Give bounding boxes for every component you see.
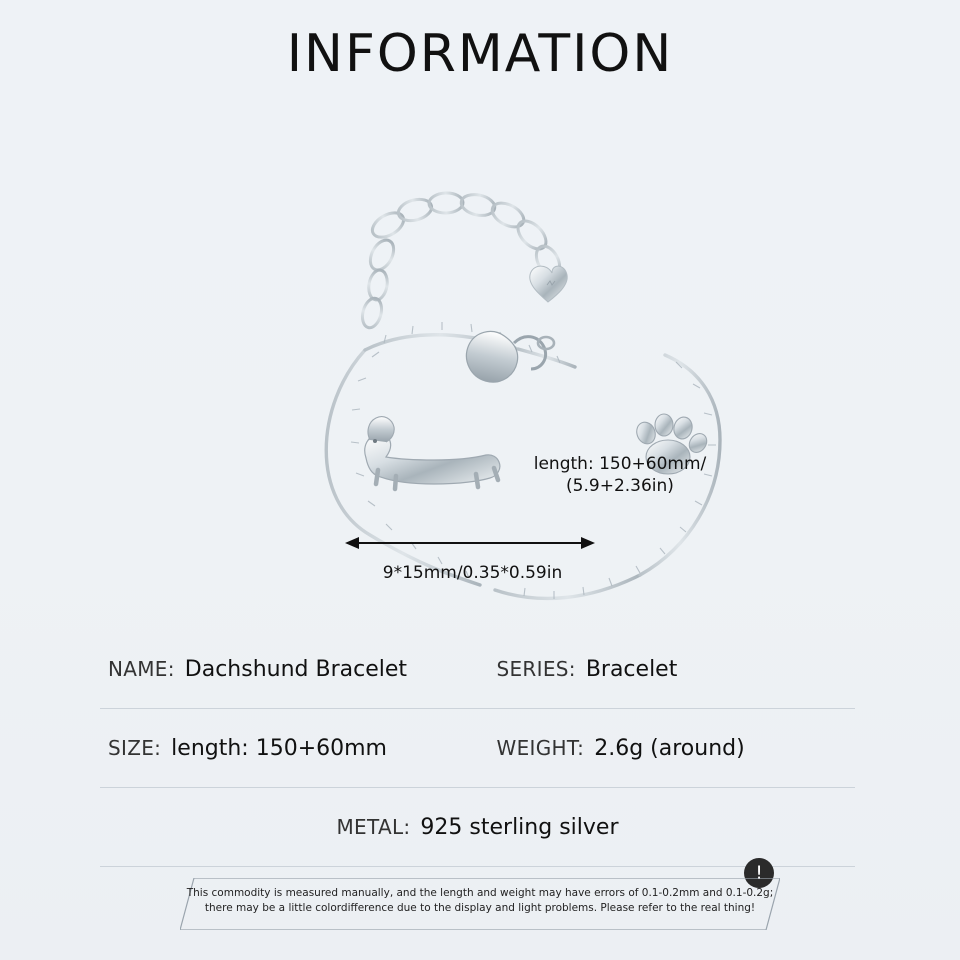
- length-dimension-line2: (5.9+2.36in): [566, 476, 674, 496]
- spec-key-size: SIZE:: [108, 735, 162, 760]
- disclaimer-line1: This commodity is measured manually, and the length and weight may have errors of 0.1-0.2mm and 0.1-0.2g;: [186, 887, 774, 899]
- length-dimension-line1: length: 150+60mm/: [533, 454, 707, 474]
- spec-cell-weight: [467, 736, 856, 761]
- spec-value-series: Bracelet: [585, 656, 678, 682]
- spec-value-size: length: 150+60mm: [171, 735, 387, 761]
- page-title: INFORMATION: [286, 24, 674, 84]
- length-dimension-label: [500, 453, 740, 497]
- spec-value-metal: 925 sterling silver: [420, 814, 619, 840]
- disclaimer-note: [180, 878, 780, 930]
- spec-cell-series: [467, 657, 856, 682]
- spec-key-weight: WEIGHT:: [496, 735, 585, 760]
- charm-size-arrow: [345, 535, 595, 551]
- spec-row: [100, 788, 855, 867]
- product-image: [120, 105, 840, 605]
- spec-row: [100, 709, 855, 788]
- spec-table: [100, 630, 855, 867]
- spec-key-series: SERIES:: [496, 656, 576, 681]
- spec-cell-metal: [100, 815, 855, 840]
- bracelet-illustration: [120, 105, 840, 605]
- dachshund-charm: [365, 417, 500, 489]
- spec-cell-name: [100, 657, 467, 682]
- spec-value-weight: 2.6g (around): [594, 735, 745, 761]
- spec-value-name: Dachshund Bracelet: [184, 656, 408, 682]
- spec-cell-size: [100, 736, 467, 761]
- charm-size-caption: 9*15mm/0.35*0.59in: [382, 563, 563, 583]
- heart-tag: [530, 266, 567, 302]
- exclamation-icon: !: [744, 858, 774, 888]
- spec-row: [100, 630, 855, 709]
- spec-key-metal: METAL:: [336, 814, 411, 839]
- spec-key-name: NAME:: [108, 656, 175, 681]
- disclaimer-text: [180, 886, 780, 916]
- disclaimer-line2: there may be a little colordifference due to the display and light problems. Please refer to the real thing!: [204, 902, 756, 914]
